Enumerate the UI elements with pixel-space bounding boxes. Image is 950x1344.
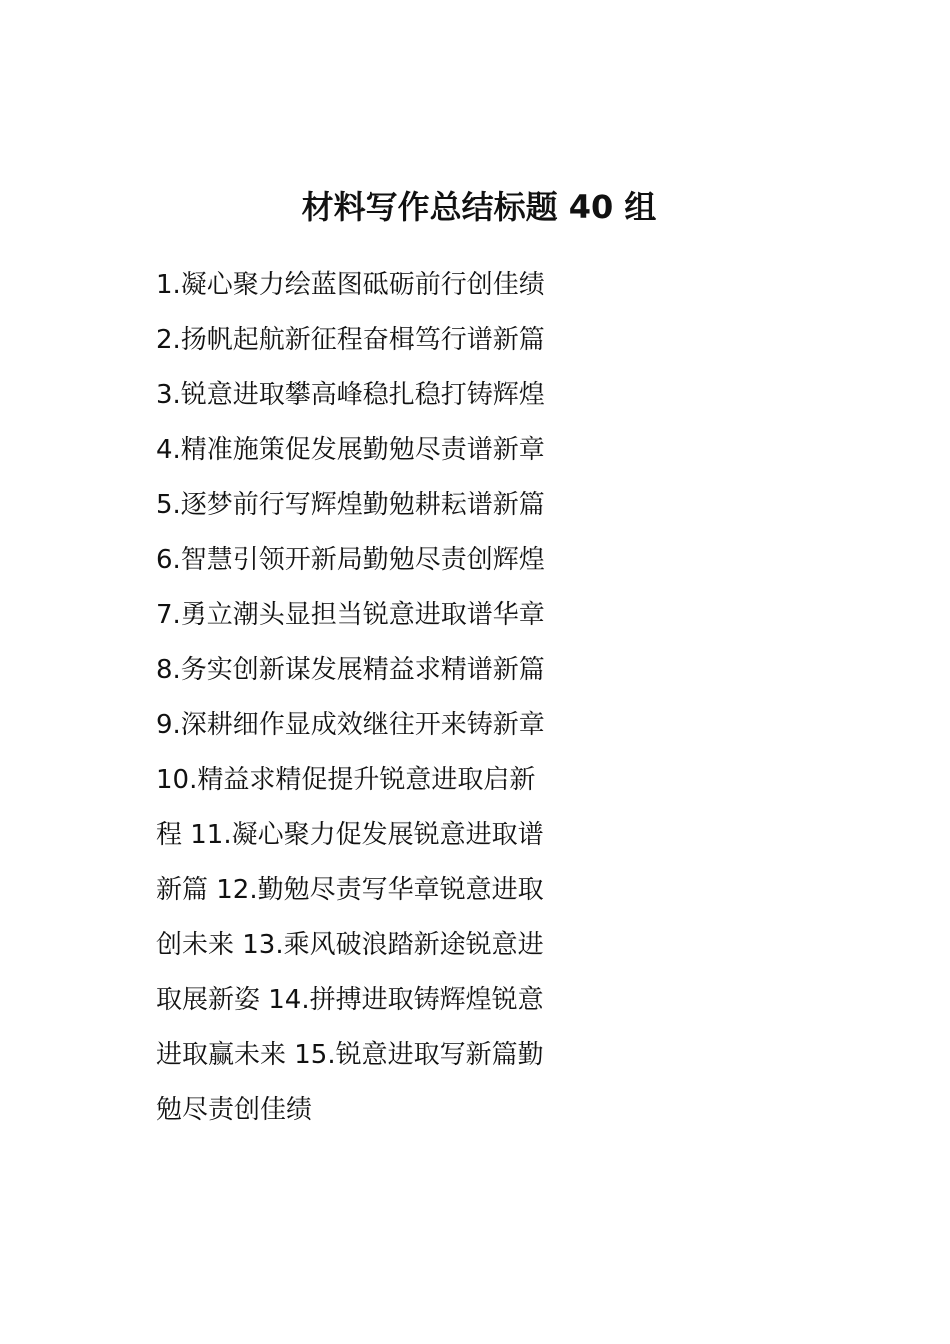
text-line: 程 11.凝心聚力促发展锐意进取谱 bbox=[156, 820, 544, 850]
text-line: 7.勇立潮头显担当锐意进取谱华章 bbox=[156, 600, 545, 630]
text-line: 取展新姿 14.拼搏进取铸辉煌锐意 bbox=[156, 985, 544, 1015]
document-title: 材料写作总结标题 40 组 bbox=[301, 188, 657, 226]
text-line: 4.精准施策促发展勤勉尽责谱新章 bbox=[156, 435, 545, 465]
text-line: 5.逐梦前行写辉煌勤勉耕耘谱新篇 bbox=[156, 490, 545, 520]
text-line: 1.凝心聚力绘蓝图砥砺前行创佳绩 bbox=[156, 270, 545, 300]
text-line: 6.智慧引领开新局勤勉尽责创辉煌 bbox=[156, 545, 545, 575]
text-line: 8.务实创新谋发展精益求精谱新篇 bbox=[156, 655, 545, 685]
text-line: 创未来 13.乘风破浪踏新途锐意进 bbox=[156, 930, 544, 960]
text-line: 3.锐意进取攀高峰稳扎稳打铸辉煌 bbox=[156, 380, 545, 410]
text-line: 勉尽责创佳绩 bbox=[156, 1095, 313, 1125]
text-line: 10.精益求精促提升锐意进取启新 bbox=[156, 765, 536, 795]
text-line: 新篇 12.勤勉尽责写华章锐意进取 bbox=[156, 875, 544, 905]
document-body bbox=[156, 258, 566, 1138]
text-line: 2.扬帆起航新征程奋楫笃行谱新篇 bbox=[156, 325, 545, 355]
text-line: 进取赢未来 15.锐意进取写新篇勤 bbox=[156, 1040, 544, 1070]
text-line: 9.深耕细作显成效继往开来铸新章 bbox=[156, 710, 545, 740]
